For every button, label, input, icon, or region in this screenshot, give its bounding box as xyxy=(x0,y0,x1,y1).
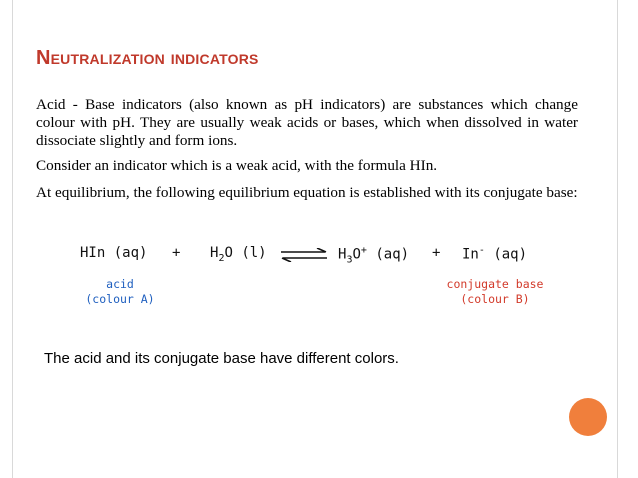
equation-term-hydronium: $H_3O^+$ (aq) xyxy=(338,245,410,266)
closing-statement: The acid and its conjugate base have different colors. xyxy=(44,350,399,367)
paragraph-intro: Acid - Base indicators (also known as pH indicators) are substances which change colour with pH. They are usually weak acids or bases, which when dissolved in water dissociate slightly and form ions. xyxy=(36,96,578,149)
slide-right-border xyxy=(617,0,638,478)
equation-plus-1: + xyxy=(172,245,181,261)
conjugate-base-label: conjugate base (colour B) xyxy=(446,277,544,306)
slide-left-border xyxy=(0,0,13,478)
acid-label: acid (colour A) xyxy=(85,277,155,306)
paragraph-equilibrium: At equilibrium, the following equilibrium equation is established with its conjugate base: xyxy=(36,184,578,201)
decorative-circle xyxy=(569,398,607,436)
slide-title: Neutralization indicators xyxy=(36,47,259,69)
equation-plus-2: + xyxy=(432,245,441,261)
equation-term-indicator-ion: In- (aq) xyxy=(462,245,528,263)
equilibrium-arrows-icon xyxy=(279,248,329,262)
paragraph-weak-acid: Consider an indicator which is a weak acid, with the formula HIn. xyxy=(36,157,438,174)
equation-term-hin: HIn (aq) xyxy=(80,245,148,261)
equation-term-water: $H_2O$ (l) xyxy=(210,245,267,264)
